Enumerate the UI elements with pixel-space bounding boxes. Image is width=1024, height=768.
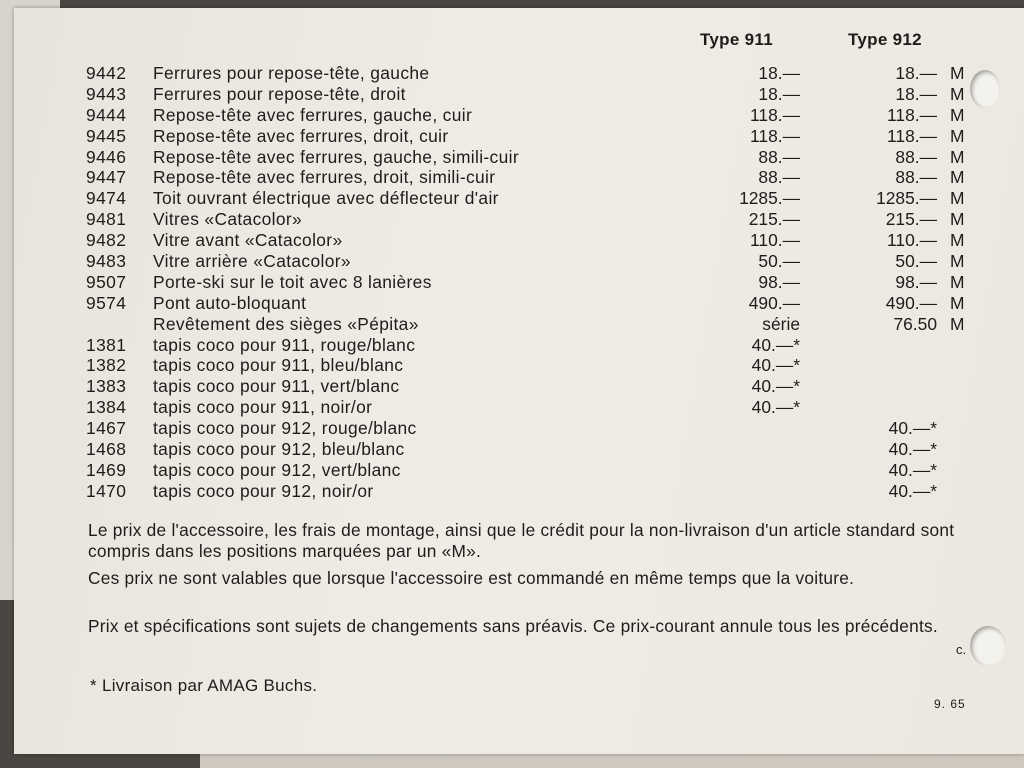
price-type-911: 1285.— bbox=[739, 188, 800, 209]
m-marker: M bbox=[950, 271, 965, 292]
item-description: Vitres «Catacolor» bbox=[153, 209, 303, 230]
item-code: 1470 bbox=[86, 480, 127, 501]
price-type-911: 40.—* bbox=[751, 376, 800, 397]
table-row bbox=[14, 335, 1024, 356]
corner-mark: c. bbox=[956, 642, 967, 657]
price-type-912: 50.— bbox=[895, 251, 937, 272]
column-header-type-911: Type 911 bbox=[700, 30, 773, 49]
price-type-911: 40.—* bbox=[751, 397, 800, 418]
item-code: 1469 bbox=[86, 459, 127, 480]
table-row bbox=[14, 293, 1024, 314]
column-header-type-912: Type 912 bbox=[848, 30, 922, 49]
item-description: Revêtement des sièges «Pépita» bbox=[153, 313, 419, 334]
table-row bbox=[14, 397, 1024, 418]
m-marker: M bbox=[950, 313, 965, 334]
price-type-912: 76.50 bbox=[893, 313, 937, 334]
item-description: tapis coco pour 912, bleu/blanc bbox=[153, 439, 405, 460]
item-description: tapis coco pour 911, bleu/blanc bbox=[153, 355, 404, 376]
price-type-911: 88.— bbox=[758, 146, 800, 167]
price-list-page bbox=[14, 8, 1024, 754]
price-type-912: 118.— bbox=[887, 104, 937, 125]
table-row bbox=[14, 355, 1024, 376]
m-marker: M bbox=[950, 167, 965, 188]
price-type-912: 40.—* bbox=[888, 439, 937, 460]
m-marker: M bbox=[950, 251, 965, 272]
price-type-912: 215.— bbox=[885, 209, 937, 230]
item-description: Ferrures pour repose-tête, gauche bbox=[153, 63, 430, 83]
item-description: tapis coco pour 911, rouge/blanc bbox=[153, 334, 416, 355]
item-code: 1384 bbox=[86, 397, 127, 418]
price-type-911: série bbox=[762, 313, 800, 334]
m-marker: M bbox=[950, 83, 965, 104]
table-row bbox=[14, 84, 1024, 105]
price-type-912: 18.— bbox=[895, 83, 937, 104]
item-description: Vitre avant «Catacolor» bbox=[153, 230, 343, 251]
price-type-912: 40.—* bbox=[888, 418, 937, 439]
item-description: tapis coco pour 912, noir/or bbox=[153, 480, 374, 501]
item-code: 9445 bbox=[86, 125, 127, 146]
table-row bbox=[14, 209, 1024, 230]
table-row bbox=[14, 147, 1024, 168]
item-description: Repose-tête avec ferrures, gauche, simili-cuir bbox=[153, 146, 519, 167]
price-type-911: 88.— bbox=[758, 167, 800, 188]
price-type-912: 40.—* bbox=[888, 480, 937, 501]
item-description: tapis coco pour 912, rouge/blanc bbox=[153, 418, 417, 439]
m-marker: M bbox=[950, 125, 965, 146]
m-marker: M bbox=[950, 209, 965, 230]
price-type-911: 98.— bbox=[758, 271, 800, 292]
price-type-912: 88.— bbox=[895, 146, 937, 167]
note-paragraph-1: Le prix de l'accessoire, les frais de montage, ainsi que le crédit pour la non-livraison d'un article standard sont compris dans les positions marquées par un «M». bbox=[88, 520, 955, 561]
item-code: 9444 bbox=[86, 104, 127, 125]
table-row bbox=[14, 167, 1024, 188]
footnote: * Livraison par AMAG Buchs. bbox=[90, 676, 318, 695]
item-code: 9474 bbox=[86, 188, 127, 209]
price-type-911: 18.— bbox=[758, 83, 800, 104]
item-code: 1383 bbox=[86, 376, 127, 397]
price-type-912: 98.— bbox=[895, 271, 937, 292]
price-type-912: 88.— bbox=[895, 167, 937, 188]
item-code: 9446 bbox=[86, 146, 127, 167]
m-marker: M bbox=[950, 63, 965, 83]
table-row bbox=[14, 126, 1024, 147]
table-row bbox=[14, 439, 1024, 460]
item-description: Vitre arrière «Catacolor» bbox=[153, 251, 351, 272]
note-paragraph-3: Prix et spécifications sont sujets de changements sans préavis. Ce prix-courant annule tous les précédents. bbox=[88, 616, 938, 636]
table-row bbox=[14, 188, 1024, 209]
item-description: tapis coco pour 911, noir/or bbox=[153, 397, 373, 418]
item-description: Ferrures pour repose-tête, droit bbox=[153, 83, 406, 104]
m-marker: M bbox=[950, 292, 965, 313]
table-row bbox=[14, 481, 1024, 502]
table-row bbox=[14, 230, 1024, 251]
m-marker: M bbox=[950, 104, 965, 125]
price-type-911: 50.— bbox=[758, 251, 800, 272]
item-description: tapis coco pour 911, vert/blanc bbox=[153, 376, 400, 397]
item-code: 9442 bbox=[86, 63, 127, 83]
price-type-912: 18.— bbox=[895, 63, 937, 83]
item-description: Toit ouvrant électrique avec déflecteur d'air bbox=[153, 188, 499, 209]
m-marker: M bbox=[950, 146, 965, 167]
table-row bbox=[14, 314, 1024, 335]
item-code: 9447 bbox=[86, 167, 127, 188]
m-marker: M bbox=[950, 230, 965, 251]
table-row bbox=[14, 251, 1024, 272]
table-row bbox=[14, 63, 1024, 84]
table-row bbox=[14, 105, 1024, 126]
item-description: Repose-tête avec ferrures, droit, simili-cuir bbox=[153, 167, 496, 188]
price-type-911: 40.—* bbox=[751, 355, 800, 376]
m-marker: M bbox=[950, 188, 965, 209]
table-row bbox=[14, 272, 1024, 293]
item-code: 1382 bbox=[86, 355, 127, 376]
item-code: 1467 bbox=[86, 418, 127, 439]
price-type-911: 40.—* bbox=[751, 334, 800, 355]
item-description: Porte-ski sur le toit avec 8 lanières bbox=[153, 271, 432, 292]
print-date: 9. 65 bbox=[934, 697, 966, 711]
price-type-912: 110.— bbox=[887, 230, 937, 251]
item-description: Repose-tête avec ferrures, droit, cuir bbox=[153, 125, 449, 146]
price-table bbox=[14, 63, 1024, 502]
price-type-911: 110.— bbox=[750, 230, 800, 251]
item-code: 9482 bbox=[86, 230, 127, 251]
item-code: 1381 bbox=[86, 334, 127, 355]
item-code: 9507 bbox=[86, 271, 127, 292]
note-paragraph-2: Ces prix ne sont valables que lorsque l'accessoire est commandé en même temps que la voiture. bbox=[88, 568, 855, 588]
price-type-912: 40.—* bbox=[888, 459, 937, 480]
item-code: 9574 bbox=[86, 292, 127, 313]
item-description: Repose-tête avec ferrures, gauche, cuir bbox=[153, 104, 473, 125]
price-type-911: 118.— bbox=[750, 104, 800, 125]
table-row bbox=[14, 418, 1024, 439]
item-code: 9483 bbox=[86, 251, 127, 272]
item-code: 9443 bbox=[86, 83, 127, 104]
punched-hole bbox=[970, 626, 1006, 666]
price-type-911: 118.— bbox=[750, 125, 800, 146]
price-type-911: 215.— bbox=[748, 209, 800, 230]
price-type-911: 490.— bbox=[748, 292, 800, 313]
item-code: 9481 bbox=[86, 209, 127, 230]
price-type-912: 1285.— bbox=[876, 188, 937, 209]
table-row bbox=[14, 460, 1024, 481]
item-description: Pont auto-bloquant bbox=[153, 292, 307, 313]
item-description: tapis coco pour 912, vert/blanc bbox=[153, 459, 401, 480]
price-type-912: 118.— bbox=[887, 125, 937, 146]
item-code: 1468 bbox=[86, 439, 127, 460]
price-type-911: 18.— bbox=[758, 63, 800, 83]
table-row bbox=[14, 376, 1024, 397]
price-type-912: 490.— bbox=[885, 292, 937, 313]
